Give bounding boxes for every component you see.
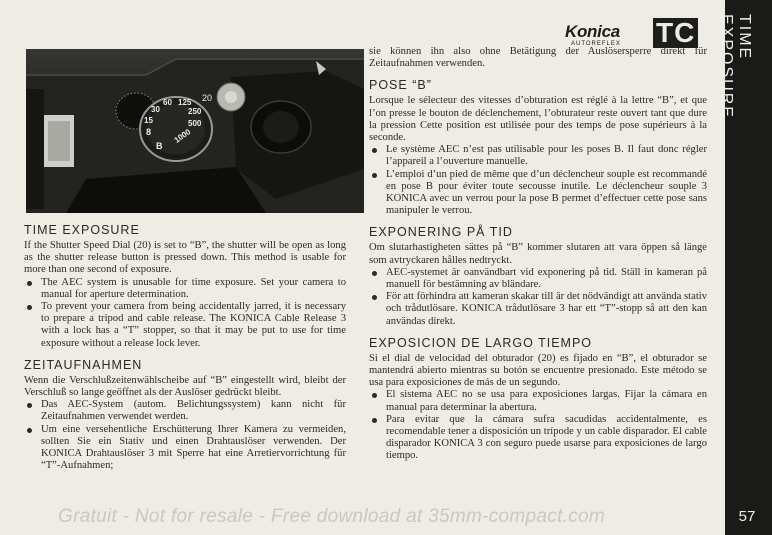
bullet-list xyxy=(369,267,707,328)
bullet-item: To prevent your camera from being accidentally jarred, it is necessary to prepare a tripod and cable release. The KONICA Cable Release 3 with a lock has a “T” stopper, so that it may be put to use for time exposure without a release lock lever. xyxy=(24,301,346,350)
watermark: Gratuit - Not for resale - Free download at 35mm-compact.com xyxy=(58,506,606,527)
bullet-item: Das AEC-System (autom. Belichtungssystem) kann nicht für Zeitaufnahmen verwendet werden. xyxy=(24,399,346,423)
dial-number: 30 xyxy=(151,105,160,114)
dial-number: 500 xyxy=(188,119,202,128)
bullet-list xyxy=(369,144,707,217)
section-paragraph: Om slutarhastigheten sättes på “B” kommer slutaren att vara öppen så länge som avtryckaren hålles nedtryckt. xyxy=(369,242,707,266)
section-pose-b xyxy=(369,78,707,217)
camera-photo xyxy=(26,49,364,213)
section-paragraph: Lorsque le sélecteur des vitesses d’obturation est réglé à la lettre “B”, et que l’on presse le bouton de déclenchement, l’obturateur reste ouvert tant que dure la pression Cette position est utilisée pour des temps de pose supérieurs à la seconde. xyxy=(369,95,707,144)
section-heading: ZEITAUFNAHMEN xyxy=(24,357,143,372)
bullet-item: Para evitar que la cámara sufra sacudidas accidentalmente, es recomendable tener a disposición un trípode y un cable disparador. El cable disparador KONICA 3 con seguro puede usarse para exposiciones de largo tiempo. xyxy=(369,414,707,463)
dial-number: 125 xyxy=(178,98,192,107)
section-paragraph: Si el dial de velocidad del obturador (20) es fijado en “B”, el obturador se mantendrá abierto mientras su botón se encuentre presionado. Este método se usa para exposiciones de más de un segundo. xyxy=(369,352,707,389)
section-heading: EXPOSICION DE LARGO TIEMPO xyxy=(369,335,593,350)
dial-b-label: B xyxy=(156,141,163,151)
section-exposicion xyxy=(369,336,707,463)
brand-name: Konica xyxy=(565,22,620,41)
brand-model: TC xyxy=(653,18,698,48)
bullet-list xyxy=(369,389,707,462)
section-heading: POSE “B” xyxy=(369,78,432,93)
section-paragraph: Wenn die Verschlußzeitenwählscheibe auf “B” eingestellt wird, bleibt der Verschluß so lange geöffnet als der Auslöser gedrückt bleibt. xyxy=(24,374,346,399)
bullet-item: För att förhindra att kameran skakar till är det nödvändigt att använda stativ och trådutlösare. KONICA trådutlösare 3 har ett “T”-stopp så att den kan användas direkt. xyxy=(369,291,707,328)
right-column xyxy=(369,46,707,471)
bullet-list xyxy=(24,399,346,472)
brand-sub: AUTOREFLEX xyxy=(571,41,621,47)
bullet-item: The AEC system is unusable for time exposure. Set your camera to manual for aperture determination. xyxy=(24,277,346,301)
dial-number: 1000 xyxy=(172,127,193,145)
bullet-item: Le système AEC n’est pas utilisable pour les poses B. Il faut donc régler l’appareil a l’ouverture manuelle. xyxy=(369,144,707,168)
continuation-text: sie können ihn also ohne Betätigung der Auslösersperre direkt für Zeitaufnahmen verwenden. xyxy=(369,46,707,70)
section-paragraph: If the Shutter Speed Dial (20) is set to “B”, the shutter will be open as long as the shutter release button is pressed down. This method is usable for more than one second of exposure. xyxy=(24,240,346,276)
section-heading: EXPONERING PÅ TID xyxy=(369,225,513,240)
camera-top-illustration xyxy=(26,49,364,213)
dial-number: 60 xyxy=(163,98,172,107)
section-time-exposure xyxy=(24,223,346,350)
dial-number: 250 xyxy=(188,107,202,116)
side-label: TIME EXPOSURE xyxy=(718,14,753,119)
page-number: 57 xyxy=(738,508,756,525)
bullet-item: L’emploi d’un pied de même que d’un déclencheur souple est recommandé en pose B pour éviter toute secousse inutile. Le déclencheur souple 3 KONICA avec un verrou pour la pose B permet d’effectuer cette pose sans manipuler le verrou. xyxy=(369,169,707,218)
section-exponering xyxy=(369,225,707,327)
dial-number: 15 xyxy=(144,116,153,125)
bullet-item: AEC-systemet är oanvändbart vid exponering på tid. Ställ in kameran på manuell för bestämning av bländare. xyxy=(369,267,707,291)
section-heading: TIME EXPOSURE xyxy=(24,223,140,237)
dial-number: 8 xyxy=(146,127,152,137)
left-column xyxy=(24,223,346,480)
dial-number: 20 xyxy=(202,93,213,103)
bullet-list xyxy=(24,277,346,350)
bullet-item: El sistema AEC no se usa para exposiciones largas. Fijar la cámara en manual para determinar la abertura. xyxy=(369,389,707,413)
bullet-item: Um eine versehentliche Erschütterung Ihrer Kamera zu vermeiden, sollten Sie ein Stativ und einen Drahtauslöser verwenden. Der KONICA Drahtauslöser 3 mit Sperre hat eine Arretiervorrichtung für “T”-Aufnahmen; xyxy=(24,424,346,473)
section-zeitaufnahmen xyxy=(24,358,346,473)
